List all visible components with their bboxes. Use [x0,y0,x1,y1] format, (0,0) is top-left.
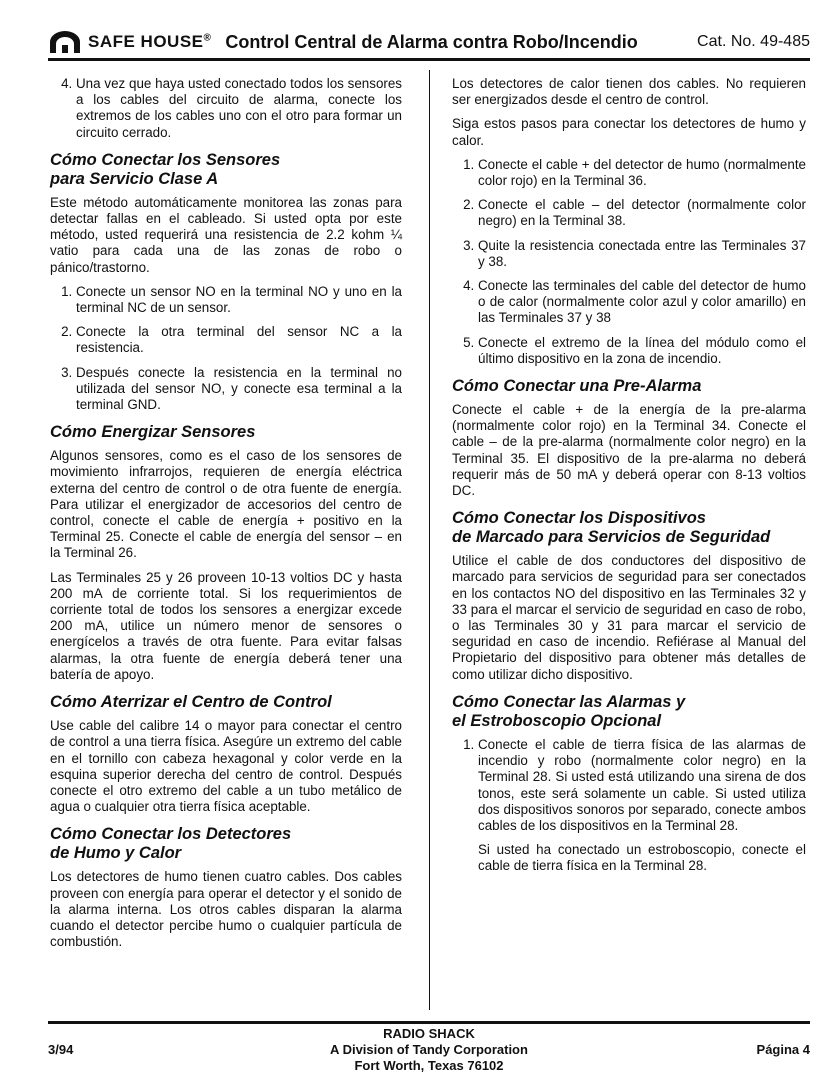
footer-company: RADIO SHACK [383,1026,475,1041]
safe-house-logo-icon [48,30,82,54]
list-item: 3. Después conecte la resistencia en la terminal no utilizada del sensor NO, y conecte esa terminal a la terminal GND. [76,365,402,414]
list-item: 2. Conecte el cable – del detector (normalmente color negro) en la Terminal 38. [478,197,806,229]
step-list [50,284,402,413]
step-list [452,157,806,367]
section-heading: Cómo Aterrizar el Centro de Control [50,693,332,712]
section-heading: Cómo Conectar una Pre-Alarma [452,377,702,396]
list-item: 1. Conecte el cable de tierra física de las alarmas de incendio y robo (normalmente color negro) en la Terminal 28. Si usted está utilizando una sirena de dos tonos, este será solamente un cable. Si usted utiliza dos dispositivos sonoros por separado, conecte ambos cables de los dispositivos en la Terminal 28. Si usted ha conectado un estroboscopio, conecte el cable de tierra física en la Terminal 28. [478,737,806,875]
section-heading: Cómo Conectar los Detectores de Humo y Calor [50,825,292,863]
header-rule [48,58,810,61]
catalog-number: Cat. No. 49-485 [697,33,810,50]
brand-name: SAFE HOUSE® [88,32,212,51]
list-item: 3. Quite la resistencia conectada entre las Terminales 37 y 38. [478,238,806,270]
paragraph: Conecte el cable + de la energía de la pre-alarma (normalmente color rojo) en la Terminal 34. Conecte el cable – de la pre-alarma (normalmente color negro) en la Terminal 35. El dispositivo de la pre-alarma no deberá requerir más de 50 mA y deberá operar con 8-13 voltios DC. [452,402,806,499]
paragraph: Siga estos pasos para conectar los detectores de humo y calor. [452,116,806,148]
page-header [48,28,810,56]
list-item: 1. Conecte un sensor NO en la terminal NO y uno en la terminal NC de un sensor. [76,284,402,316]
list-item-note: Si usted ha conectado un estroboscopio, conecte el cable de tierra física en la Terminal 28. [478,842,806,874]
step-list [452,737,806,875]
column-divider [429,70,430,1010]
paragraph: Algunos sensores, como es el caso de los sensores de movimiento infrarrojos, requieren de energía eléctrica externa del centro de control o de otra fuente de energía. Para utilizar el energizador de accesorios del centro de control, conecte el cable de energía + positivo en la Terminal 25. Conecte el cable de energía del sensor – en la Terminal 26. [50,448,402,561]
step-list-continued [50,76,402,141]
list-item: 1. Conecte el cable + del detector de humo (normalmente color rojo) en la Terminal 36. [478,157,806,189]
paragraph: Los detectores de humo tienen cuatro cables. Dos cables proveen con energía para operar el detector y el sonido de la alarma interna. Los otros cables disparan la alarma cuando el detector percibe humo o cualquier partícula de combustión. [50,869,402,950]
page-number: Página 4 [756,1042,810,1057]
list-item: 2. Conecte la otra terminal del sensor NC a la resistencia. [76,324,402,356]
paragraph: Utilice el cable de dos conductores del dispositivo de marcado para servicios de seguridad para ser conectados en los contactos NO del dispositivo en las Terminales 32 y 33 para el marcar el servicio de seguridad en caso de robo, o las Terminales 30 y 31 para marcar el servicio de seguridad en caso de incendio. Refiérase al Manual del Propietario del dispositivo para obtener más detalles de como utilizar dicho dispositivo. [452,553,806,682]
page-footer [48,1026,810,1074]
footer-date: 3/94 [48,1042,74,1057]
paragraph: Este método automáticamente monitorea las zonas para detectar fallas en el cableado. Si usted opta por este método, usted requerirá una resistencia de 2.2 kohm ¼ vatio para cada una de las zonas de robo o pánico/trastorno. [50,194,402,275]
paragraph: Use cable del calibre 14 o mayor para conectar el centro de control a una tierra física. Asegúre un extremo del cable en el tornillo con cabeza hexagonal y color verde en la esquina superior derecha del centro de control. Después conecte el otro extremo del cable a un tubo metálico de agua o cualquier otra tierra física aceptable. [50,718,402,815]
left-column [50,76,402,958]
list-item: 4. Conecte las terminales del cable del detector de humo o de calor (normalmente color azul y color amarillo) en las Terminales 37 y 38 [478,278,806,327]
section-heading: Cómo Energizar Sensores [50,423,256,442]
footer-division: A Division of Tandy Corporation [330,1042,528,1057]
document-title: Control Central de Alarma contra Robo/Incendio [225,31,638,52]
footer-address: Fort Worth, Texas 76102 [354,1058,504,1073]
list-item: 4. Una vez que haya usted conectado todos los sensores a los cables del circuito de alarma, conecte los extremos de los cables uno con el otro para formar un circuito cerrado. [76,76,402,141]
list-item: 5. Conecte el extremo de la línea del módulo como el último dispositivo en la zona de incendio. [478,335,806,367]
paragraph: Las Terminales 25 y 26 proveen 10-13 voltios DC y hasta 200 mA de corriente total. Si los requerimientos de corriente total de todos los sensores a energizar excede 200 mA, utilice un número menor de sensores o energícelos a través de otra fuente. Para evitar falsas alarmas, la otra fuente de energía deberá tener una batería de apoyo. [50,569,402,682]
section-heading: Cómo Conectar los Dispositivos de Marcado para Servicios de Seguridad [452,509,771,547]
right-column [452,76,806,883]
section-heading: Cómo Conectar los Sensores para Servicio Clase A [50,150,281,188]
section-heading: Cómo Conectar las Alarmas y el Estroboscopio Opcional [452,692,686,730]
paragraph: Los detectores de calor tienen dos cables. No requieren ser energizados desde el centro de control. [452,76,806,108]
footer-rule [48,1021,810,1024]
